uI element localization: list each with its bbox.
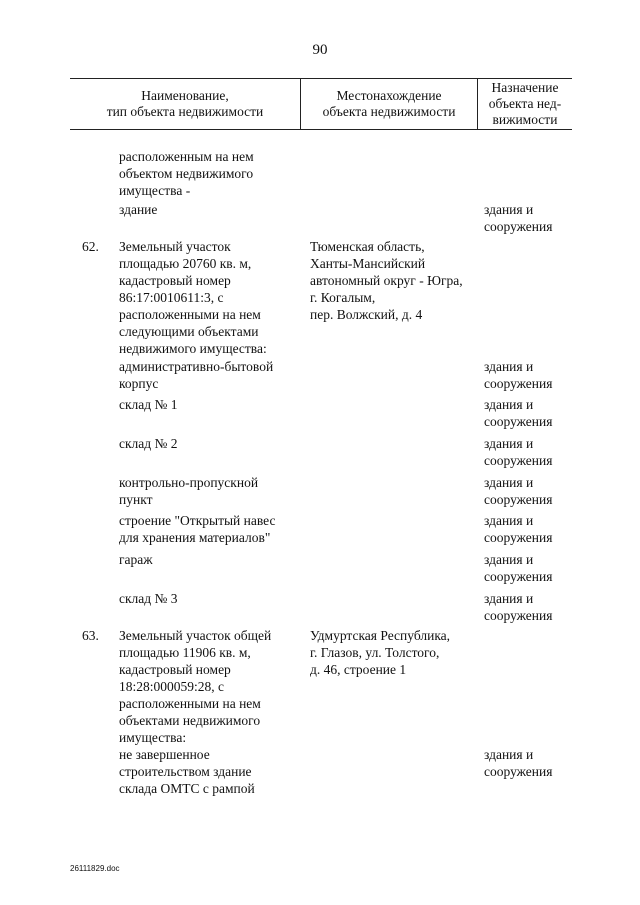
header-location: Местонахождение объекта недвижимости bbox=[322, 88, 456, 119]
table-row-purpose: здания и сооружения bbox=[484, 747, 553, 779]
table-row-purpose: здания и сооружения bbox=[484, 436, 553, 468]
table-row-name: Земельный участок площадью 20760 кв. м, кадастровый номер 86:17:0010611:3, с расположенными на нем следующими объектами недвижимого имущества: bbox=[119, 239, 267, 356]
table-row-name: склад № 3 bbox=[119, 591, 178, 606]
table-row-name: не завершенное строительством здание склада ОМТС с рампой bbox=[119, 747, 255, 796]
table-header bbox=[70, 78, 572, 130]
table-row-name: склад № 2 bbox=[119, 436, 178, 451]
table-row-name: здание bbox=[119, 202, 158, 217]
table-row-number: 63. bbox=[82, 628, 99, 643]
table-row-purpose: здания и сооружения bbox=[484, 397, 553, 429]
document-filename: 26111829.doc bbox=[70, 864, 120, 873]
table-row-purpose: здания и сооружения bbox=[484, 591, 553, 623]
table-row-purpose: здания и сооружения bbox=[484, 202, 553, 234]
table-row-name: административно-бытовой корпус bbox=[119, 359, 274, 391]
table-row-name: склад № 1 bbox=[119, 397, 178, 412]
table-row-purpose: здания и сооружения bbox=[484, 475, 553, 507]
table-row-number: 62. bbox=[82, 239, 99, 254]
table-row-purpose: здания и сооружения bbox=[484, 552, 553, 584]
table-row-name: расположенным на нем объектом недвижимого имущества - bbox=[119, 149, 254, 198]
table-row-location: Тюменская область, Ханты-Мансийский автономный округ - Югра, г. Когалым, пер. Волжский, д. 4 bbox=[310, 239, 463, 322]
table-row-purpose: здания и сооружения bbox=[484, 513, 553, 545]
table-row-location: Удмуртская Республика, г. Глазов, ул. Толстого, д. 46, строение 1 bbox=[310, 628, 451, 677]
table-row-purpose: здания и сооружения bbox=[484, 359, 553, 391]
header-name-type: Наименование, тип объекта недвижимости bbox=[106, 88, 264, 119]
table-row-name: строение "Открытый навес для хранения материалов" bbox=[119, 513, 276, 545]
table-row-name: гараж bbox=[119, 552, 153, 567]
page-number: 90 bbox=[312, 42, 328, 58]
header-purpose: Назначение объекта нед- вижимости bbox=[488, 80, 562, 127]
table-row-name: контрольно-пропускной пункт bbox=[119, 475, 259, 507]
table-row-name: Земельный участок общей площадью 11906 кв. м, кадастровый номер 18:28:000059:28, с расположенными на нем объектами недвижимого имущества: bbox=[119, 628, 272, 745]
